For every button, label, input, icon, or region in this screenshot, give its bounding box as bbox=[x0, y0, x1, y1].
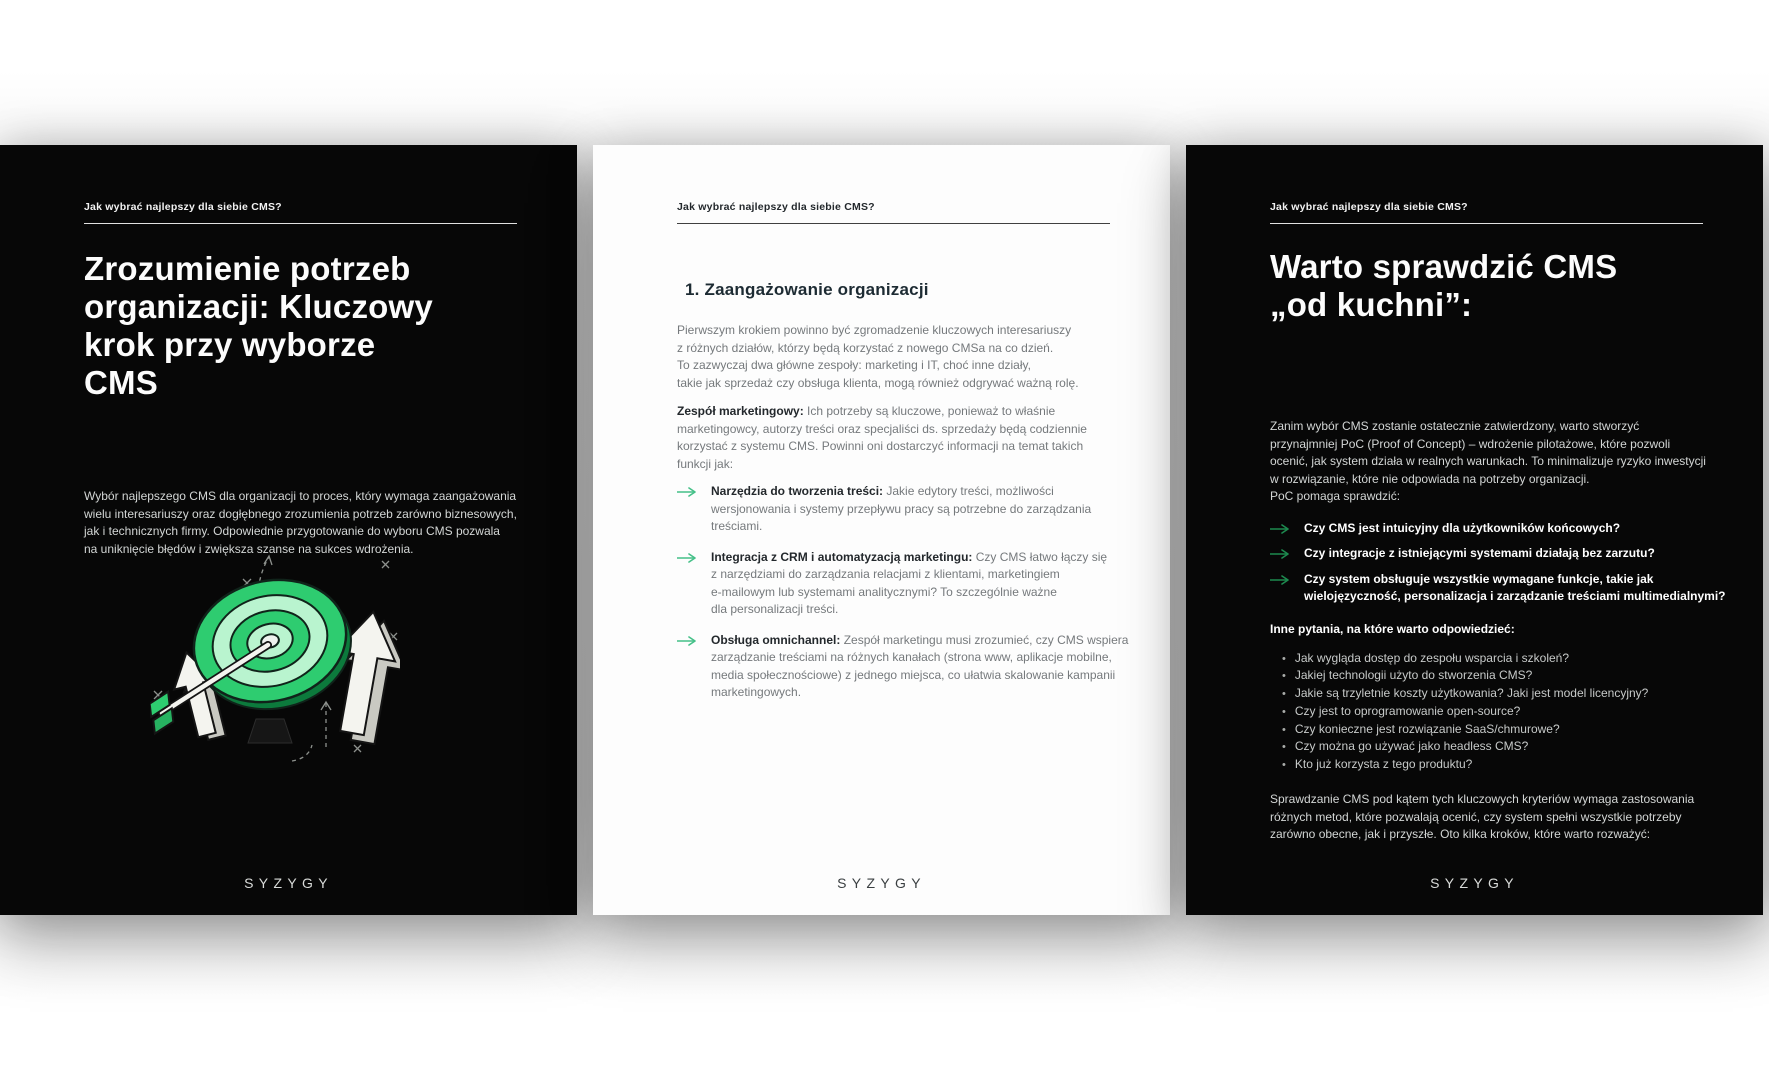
bullet-item: • Czy jest to oprogramowanie open-source? bbox=[1282, 703, 1703, 721]
bullet-item: • Kto już korzysta z tego produktu? bbox=[1282, 756, 1703, 774]
intro-line: przynajmniej PoC (Proof of Concept) – wdrożenie pilotażowe, które pozwoli bbox=[1270, 436, 1671, 451]
syzygy-logo: SYZYGY bbox=[1430, 875, 1519, 891]
paragraph-line: takie jak sprzedaż czy obsługa klienta, mogą również odgrywać ważną rolę. bbox=[677, 375, 1079, 390]
outro-line: Sprawdzanie CMS pod kątem tych kluczowych kryteriów wymaga zastosowania bbox=[1270, 792, 1695, 807]
outro-line: zarówno obecne, jak i przyszłe. Oto kilka kroków, które warto rozważyć: bbox=[1270, 827, 1651, 842]
paragraph-line: Czy integracje z istniejącymi systemami działają bez zarzutu? bbox=[1304, 546, 1655, 560]
bold-lead: Integracja z CRM i automatyzacją marketingu: bbox=[711, 549, 973, 564]
arrow-right-icon bbox=[1270, 524, 1292, 534]
paragraph-line: e-mailowym lub systemami analitycznymi? To szczególnie ważne bbox=[711, 584, 1057, 599]
section-heading: 1. Zaangażowanie organizacji bbox=[685, 280, 929, 299]
list-item-text bbox=[1304, 571, 1726, 606]
bullet-item: • Jak wygląda dostęp do zespołu wsparcia i szkoleń? bbox=[1282, 650, 1703, 668]
list-item bbox=[677, 632, 1129, 702]
intro-line: wielu interesariuszy oraz dogłębnego zrozumienia potrzeb zarówno biznesowych, bbox=[84, 506, 517, 521]
feature-list bbox=[677, 483, 1129, 702]
list-item bbox=[677, 549, 1110, 619]
title-line: „od kuchni”: bbox=[1270, 286, 1473, 323]
bullet-item: • Jakie są trzyletnie koszty użytkowania? Jaki jest model licencyjny? bbox=[1282, 685, 1703, 703]
page-3-intro bbox=[1270, 418, 1706, 506]
paragraph-line: media społecznościowe) z jednego miejsca, co ułatwia skalowanie kampanii bbox=[711, 667, 1116, 682]
list-item bbox=[1270, 571, 1726, 606]
paragraph-line: Obsługa omnichannel: Zespół marketingu musi zrozumieć, czy CMS wspiera bbox=[711, 632, 1129, 647]
syzygy-logo: SYZYGY bbox=[837, 875, 926, 891]
page-3-title bbox=[1270, 248, 1703, 324]
page-3-content bbox=[1186, 145, 1763, 915]
paragraph-line: Narzędzia do tworzenia treści: Jakie edytory treści, możliwości bbox=[711, 484, 1054, 498]
bold-lead: Narzędzia do tworzenia treści: bbox=[711, 484, 884, 498]
arrow-right-icon bbox=[677, 636, 699, 646]
list-item-text bbox=[1304, 545, 1655, 563]
paragraph-line: funkcji jak: bbox=[677, 456, 734, 471]
page-3-outro bbox=[1270, 791, 1703, 844]
arrow-right-icon bbox=[677, 487, 699, 497]
paragraph-line: To zazwyczaj dwa główne zespoły: marketing i IT, choć inne działy, bbox=[677, 358, 1031, 372]
header-rule bbox=[84, 223, 517, 224]
title-line: Warto sprawdzić CMS bbox=[1270, 248, 1618, 285]
page-1-cover bbox=[0, 145, 577, 915]
intro-line: Zanim wybór CMS zostanie ostatecznie zatwierdzony, warto stworzyć bbox=[1270, 419, 1640, 433]
running-header: Jak wybrać najlepszy dla siebie CMS? bbox=[677, 201, 875, 213]
intro-line: Wybór najlepszego CMS dla organizacji to proces, który wymaga zaangażowania bbox=[84, 489, 517, 503]
poc-checklist bbox=[1270, 520, 1726, 606]
paragraph-line: z różnych działów, którzy będą korzystać z nowego CMSa na co dzień. bbox=[677, 340, 1054, 355]
paragraph-line: Zespół marketingowy: Ich potrzeby są kluczowe, ponieważ to właśnie bbox=[677, 404, 1056, 418]
title-line: krok przy wyborze bbox=[84, 326, 376, 363]
list-item bbox=[1270, 545, 1703, 563]
paragraph-line: z narzędziami do zarządzania relacjami z klientami, marketingiem bbox=[711, 567, 1060, 581]
paragraph-line: Czy CMS jest intuicyjny dla użytkowników końcowych? bbox=[1304, 520, 1621, 535]
intro-line: na uniknięcie błędów i zwiększa szanse na sukces wdrożenia. bbox=[84, 541, 414, 556]
bullet-item: • Czy konieczne jest rozwiązanie SaaS/chmurowe? bbox=[1282, 721, 1703, 739]
questions-bullet-list bbox=[1270, 650, 1703, 775]
target-illustration bbox=[150, 533, 400, 768]
bold-lead: Zespół marketingowy: bbox=[677, 404, 804, 418]
bullet-item: • Jakiej technologii użyto do stworzenia CMS? bbox=[1282, 667, 1703, 685]
list-item-text bbox=[711, 483, 1091, 536]
paragraph-line: wielojęzyczność, personalizacja i zarządzanie treściami multimedialnymi? bbox=[1304, 589, 1726, 603]
page-1-title bbox=[84, 250, 517, 402]
target-arrows-graphic bbox=[150, 533, 400, 768]
intro-line: w rozwiązanie, które nie odpowiada na potrzeby organizacji. bbox=[1270, 471, 1590, 486]
title-line: Zrozumienie potrzeb bbox=[84, 250, 411, 287]
paragraph-line: dla personalizacji treści. bbox=[711, 602, 839, 616]
arrow-right-icon bbox=[677, 553, 699, 563]
bold-lead: Obsługa omnichannel: bbox=[711, 632, 841, 647]
header-rule bbox=[1270, 223, 1703, 224]
paragraph-line: treściami. bbox=[711, 519, 763, 533]
list-item-text bbox=[1304, 520, 1620, 538]
list-item-text bbox=[711, 549, 1107, 619]
paragraph-line: wersjonowania i systemy przepływu pracy są potrzebne do zarządzania bbox=[711, 501, 1092, 516]
list-item-text bbox=[711, 632, 1128, 702]
list-item bbox=[677, 483, 1110, 536]
questions-subheading: Inne pytania, na które warto odpowiedzieć: bbox=[1270, 621, 1515, 636]
intro-line: jak i technicznych firmy. Odpowiednie przygotowanie do wyboru CMS pozwala bbox=[84, 524, 500, 538]
paragraph-line: marketingowcy, autorzy treści oraz specjaliści ds. sprzedaży będą codziennie bbox=[677, 421, 1087, 436]
paragraph-line: Integracja z CRM i automatyzacją marketingu: Czy CMS łatwo łączy się bbox=[711, 549, 1108, 564]
outro-line: różnych metod, które pozwalają ocenić, czy system spełni wszystkie potrzeby bbox=[1270, 809, 1682, 824]
paragraph-line: korzystać z systemu CMS. Powinni oni dostarczyć informacji na temat takich bbox=[677, 439, 1084, 453]
paragraph-line: marketingowych. bbox=[711, 685, 802, 699]
running-header: Jak wybrać najlepszy dla siebie CMS? bbox=[1270, 201, 1468, 213]
header-rule bbox=[677, 223, 1110, 224]
intro-line: PoC pomaga sprawdzić: bbox=[1270, 489, 1401, 503]
title-line: CMS bbox=[84, 364, 158, 401]
syzygy-logo: SYZYGY bbox=[244, 875, 333, 891]
paragraph-line: Czy system obsługuje wszystkie wymagane funkcje, takie jak bbox=[1304, 571, 1654, 586]
paragraph-2 bbox=[677, 403, 1110, 473]
running-header: Jak wybrać najlepszy dla siebie CMS? bbox=[84, 201, 282, 213]
arrow-right-icon bbox=[1270, 549, 1292, 559]
title-line: organizacji: Kluczowy bbox=[84, 288, 433, 325]
paragraph-1 bbox=[677, 322, 1110, 392]
arrow-right-icon bbox=[1270, 575, 1292, 585]
intro-line: ocenić, jak system działa w realnych warunkach. To minimalizuje ryzyko inwestycji bbox=[1270, 454, 1706, 468]
page-2-content bbox=[593, 145, 1170, 915]
paragraph-line: Pierwszym krokiem powinno być zgromadzenie kluczowych interesariuszy bbox=[677, 323, 1072, 337]
list-item bbox=[1270, 520, 1703, 538]
bullet-item: • Czy można go używać jako headless CMS? bbox=[1282, 738, 1703, 756]
paragraph-line: zarządzanie treściami na różnych kanałach (strona www, aplikacje mobilne, bbox=[711, 650, 1112, 664]
